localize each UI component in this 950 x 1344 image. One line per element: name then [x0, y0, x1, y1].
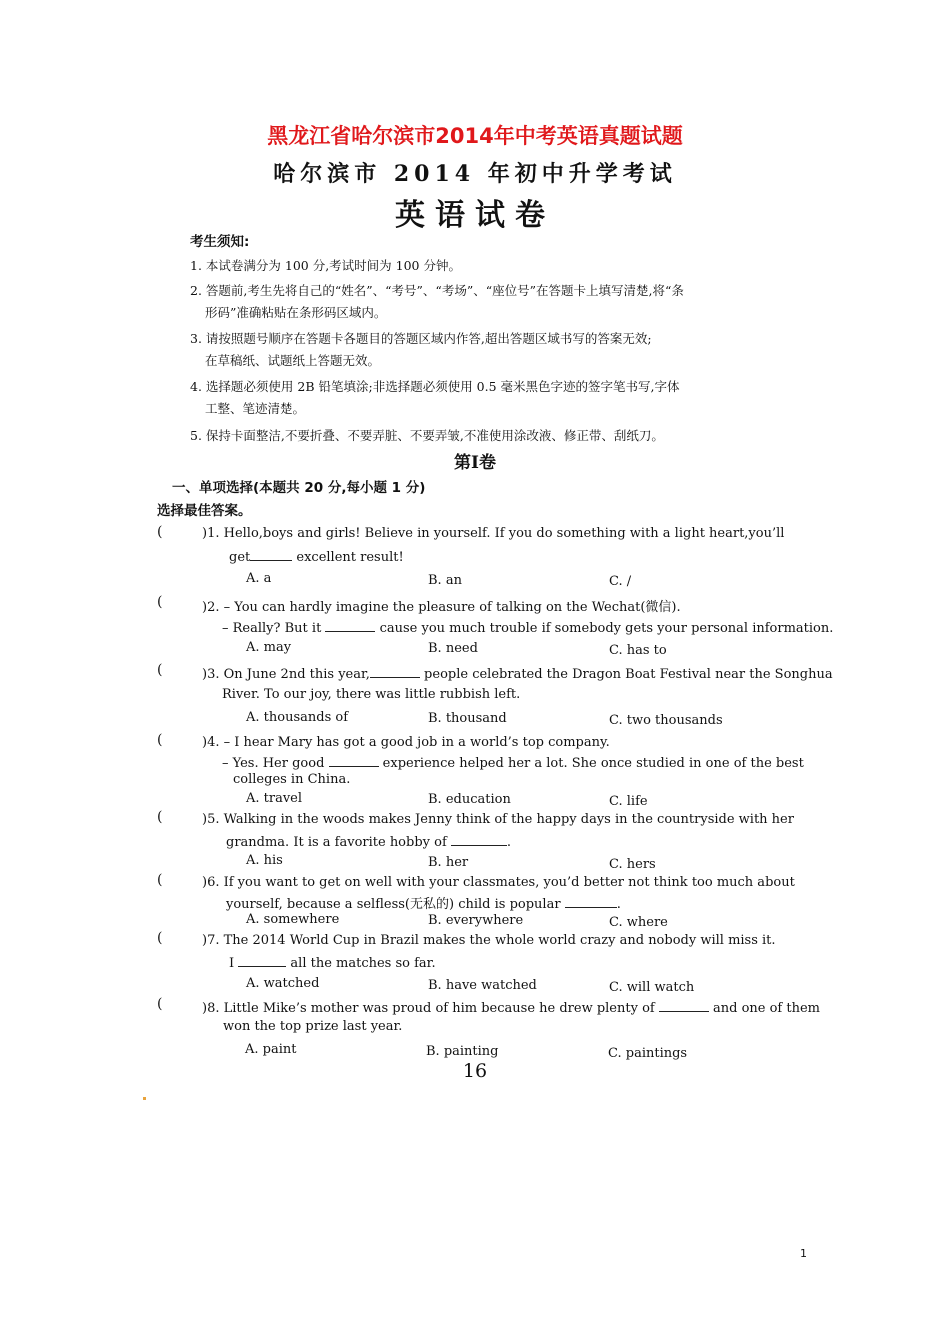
option-b: B. her: [428, 855, 469, 870]
option-a: A. travel: [246, 791, 303, 806]
answer-bracket: (: [157, 732, 163, 748]
question-text: won the top prize last year.: [223, 1019, 403, 1034]
option-c: C. hers: [609, 857, 656, 872]
question-text: get excellent result!: [229, 550, 404, 565]
option-c: C. life: [609, 794, 648, 809]
notice-line: 工整、笔迹清楚。: [205, 401, 306, 416]
option-c: C. /: [609, 574, 632, 589]
option-a: A. paint: [245, 1042, 297, 1057]
answer-blank: [565, 895, 617, 908]
option-b: B. have watched: [428, 978, 537, 993]
notice-line: 在草稿纸、试题纸上答题无效。: [205, 353, 381, 368]
part-instruction: 选择最佳答案。: [157, 503, 252, 519]
question-text: )5. Walking in the woods makes Jenny think of the happy days in the countryside with her: [202, 812, 794, 827]
question-text: – Yes. Her good experience helped her a lot. She once studied in one of the best: [222, 756, 804, 771]
answer-blank: [659, 999, 709, 1012]
question-text: )4. – I hear Mary has got a good job in a world’s top company.: [202, 735, 610, 750]
option-a: A. watched: [246, 976, 320, 991]
answer-blank: [329, 754, 379, 767]
option-c: C. where: [609, 915, 668, 930]
question-text: River. To our joy, there was little rubbish left.: [222, 687, 521, 702]
option-a: A. somewhere: [246, 912, 340, 927]
answer-bracket: (: [157, 662, 163, 678]
part-heading: 一、单项选择(本题共 20 分,每小题 1 分): [172, 480, 426, 496]
option-c: C. paintings: [608, 1046, 688, 1061]
question-text: )6. If you want to get on well with your classmates, you’d better not think too much about: [202, 875, 795, 890]
answer-bracket: (: [157, 930, 163, 946]
answer-bracket: (: [157, 594, 163, 610]
question-text: )8. Little Mike’s mother was proud of him because he drew plenty of and one of them: [202, 1001, 820, 1016]
notice-heading: 考生须知:: [190, 234, 250, 250]
option-b: B. education: [428, 792, 511, 807]
notice-line: 5. 保持卡面整洁,不要折叠、不要弄脏、不要弄皱,不准使用涂改液、修正带、刮纸刀。: [190, 428, 664, 443]
answer-bracket: (: [157, 872, 163, 888]
option-c: C. will watch: [609, 980, 695, 995]
notice-line: 3. 请按照题号顺序在答题卡各题目的答题区域内作答,超出答题区域书写的答案无效;: [190, 331, 652, 346]
page-number: 1: [800, 1247, 807, 1260]
scanned-page-number: 16: [462, 1060, 488, 1082]
section-title: 第Ⅰ卷: [454, 453, 496, 473]
question-text: )2. – You can hardly imagine the pleasure of talking on the Wechat(微信).: [202, 600, 681, 615]
option-b: B. thousand: [428, 711, 507, 726]
question-text: )3. On June 2nd this year, people celebrated the Dragon Boat Festival near the Songhua: [202, 667, 833, 682]
scan-speck: [143, 1097, 146, 1100]
option-a: A. thousands of: [246, 710, 349, 725]
answer-blank: [370, 665, 420, 678]
answer-bracket: (: [157, 809, 163, 825]
option-c: C. two thousands: [609, 713, 723, 728]
option-b: B. everywhere: [428, 913, 524, 928]
question-text: yourself, because a selfless(无私的) child is popular .: [226, 897, 621, 912]
exam-subtitle: 哈尔滨市 2014 年初中升学考试: [273, 161, 677, 187]
notice-line: 4. 选择题必须使用 2B 铅笔填涂;非选择题必须使用 0.5 毫米黑色字迹的签字笔书写,字体: [190, 379, 680, 394]
notice-line: 形码”准确粘贴在条形码区域内。: [205, 305, 387, 320]
question-text: – Really? But it cause you much trouble if somebody gets your personal information.: [222, 621, 834, 636]
answer-blank: [238, 954, 286, 967]
answer-blank: [451, 833, 507, 846]
notice-line: 2. 答题前,考生先将自己的“姓名”、“考号”、“考场”、“座位号”在答题卡上填写清楚,将“条: [190, 283, 684, 298]
question-text: )7. The 2014 World Cup in Brazil makes the whole world crazy and nobody will miss it.: [202, 933, 776, 948]
option-c: C. has to: [609, 643, 667, 658]
option-b: B. painting: [426, 1044, 499, 1059]
option-a: A. a: [246, 571, 272, 586]
question-text: )1. Hello,boys and girls! Believe in yourself. If you do something with a light heart,you’ll: [202, 526, 785, 541]
option-a: A. may: [246, 640, 292, 655]
answer-blank: [250, 548, 292, 561]
answer-blank: [325, 619, 375, 632]
question-text: I all the matches so far.: [229, 956, 436, 971]
notice-line: 1. 本试卷满分为 100 分,考试时间为 100 分钟。: [190, 258, 461, 273]
question-text: grandma. It is a favorite hobby of .: [226, 835, 512, 850]
exam-paper-title: 英语试卷: [395, 198, 555, 233]
option-a: A. his: [246, 853, 283, 868]
option-b: B. need: [428, 641, 478, 656]
option-b: B. an: [428, 573, 462, 588]
answer-bracket: (: [157, 524, 163, 540]
document-title: 黑龙江省哈尔滨市2014年中考英语真题试题: [267, 124, 683, 148]
question-text: colleges in China.: [233, 772, 351, 787]
answer-bracket: (: [157, 996, 163, 1012]
